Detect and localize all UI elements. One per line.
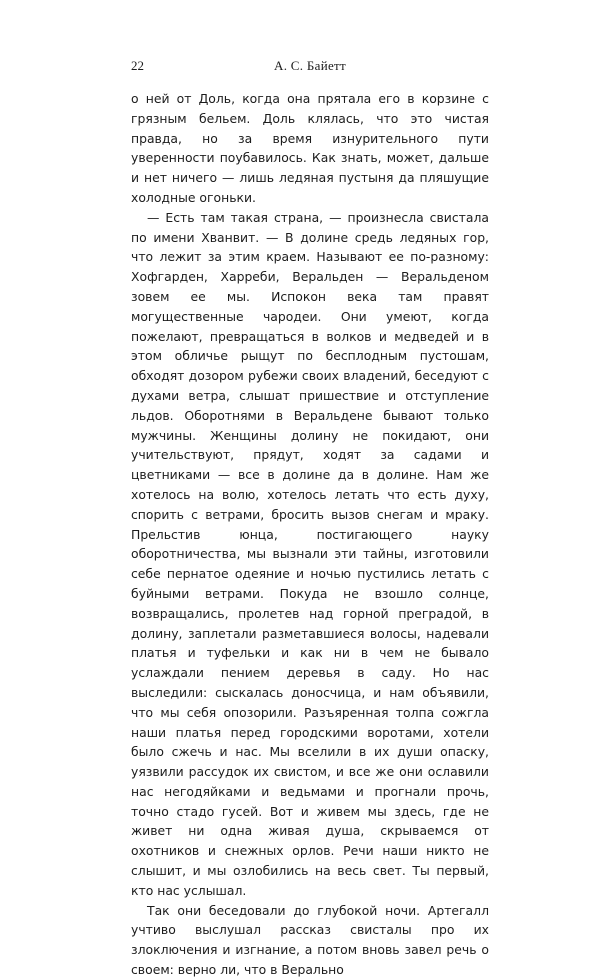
running-head-author: А. С. Байетт [274,58,346,73]
paragraph-continuation: о ней от Доль, когда она прятала его в корзине с грязным бельем. Доль клялась, что это чистая правда, но за время изнурительного пути уверенности поубавилось. Как знать, может, дальше и нет ничего — лишь ледяная пустыня да пляшущие холодные огоньки. [131,91,489,205]
paragraph-narration: Так они беседовали до глубокой ночи. Артегалл учтиво выслушал рассказ свисталы про их злоключения и изгнание, а потом вновь завел речь о своем: верно ли, что в Верально [131,902,489,978]
paragraph-dialogue: — Есть там такая страна, — произнесла свистала по имени Хванвит. — В долине средь ледяных гор, что лежит за этим краем. Называют ее по-разному: Хофгарден, Харреби, Веральден — Веральденом зовем ее мы. Испокон века там правят могущественные чародеи. Они умеют, когда пожелают, превращаться в волков и медведей и в этом обличье рыщут по бесплодным пустошам, обходят дозором рубежи своих владений, беседуют с духами ветра, слышат пришествие и отступление льдов. Оборотнями в Веральдене бывают только мужчины. Женщины долину не покидают, они учительствуют, прядут, ходят за садами и цветниками — все в долине да в долине. Нам же хотелось на волю, хотелось летать что есть духу, спорить с ветрами, бросить вызов снегам и мраку. Прельстив юнца, постигающего науку оборотничества, мы вызнали эти тайны, изготовили себе пернатое одеяние и ночью пустились летать с буйными ветрами. Покуда не взошло солнце, возвращались, пролетев над горной преградой, в долину, заплетали разметавшиеся волосы, надевали платья и туфельки и как ни в чем не бывало услаждали пением деревья в саду. Но нас выследили: сыскалась доносчица, и нам объявили, что мы себя опозорили. Разъяренная толпа сожгла наши платья перед городскими воротами, хотели было сжечь и нас. Мы вселили в их души опаску, уязвили рассудок их свистом, и все же они ославили нас негодяйками и ведьмами и прогнали прочь, точно стадо гусей. Вот и живем мы здесь, где не живет ни одна живая душа, скрываемся от охотников и снежных орлов. Речи наши никто не слышит, и мы озлобились на весь свет. Ты первый, кто нас услышал. [131,209,489,898]
page-number: 22 [131,58,144,73]
body-text [131,89,489,980]
page-header [131,58,489,74]
